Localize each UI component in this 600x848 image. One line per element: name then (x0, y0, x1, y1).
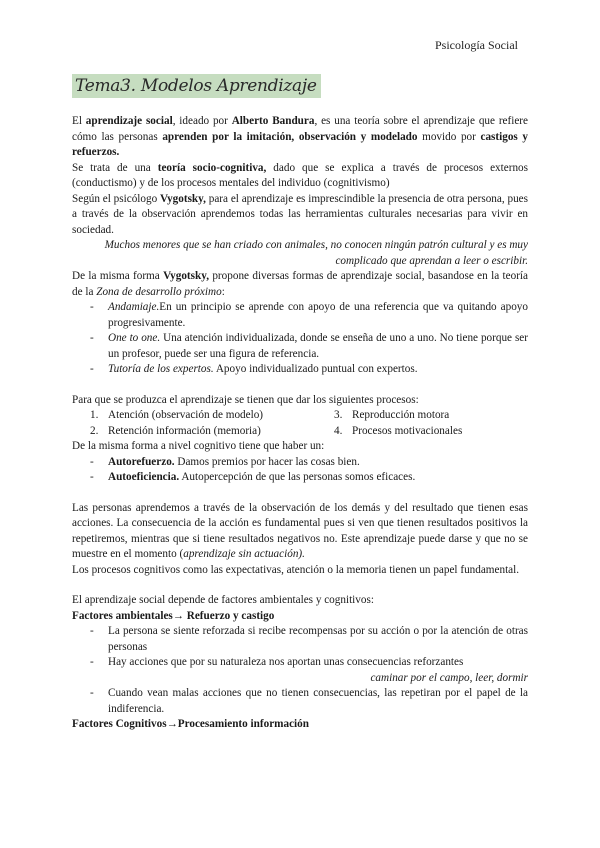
list-item: 1. Atención (observación de modelo) (90, 409, 264, 421)
paragraph-social-learning: El aprendizaje social, ideado por Alberto Bandura, es una teoría sobre el aprendizaje que refiere cómo las personas aprenden por la imitación, observación y modelado movido por castigos y refuerzos. (72, 115, 528, 158)
env-factors-list (72, 624, 528, 671)
env-factors-heading: Factores ambientales→ Refuerzo y castigo (72, 609, 275, 622)
list-item: 4. Procesos motivacionales (334, 424, 463, 437)
list-item: - Andamiaje.En un principio se aprende con apoyo de una referencia que va quitando apoyo progresivamente. (90, 300, 528, 331)
processes-list (72, 408, 528, 439)
title-highlight (72, 74, 321, 98)
paragraph-observation: Las personas aprendemos a través de la observación de los demás y del resultado que tienen esas acciones. La consecuencia de la acción es fundamental pues si ven que tienen resultados positivos la repetiremos, mientras que si tiene resultados negativos no. Este aprendizaje puede darse y que no se muestre en el momento (aprendizaje sin actuación). (72, 501, 528, 560)
list-item: - La persona se siente reforzada si recibe recompensas por su acción o por la atención de otras personas (90, 624, 528, 655)
cog-factors-heading: Factores Cognitivos→Procesamiento información (72, 718, 309, 730)
paragraph-vygotsky: Según el psicólogo Vygotsky, para el aprendizaje es imprescindible la presencia de otra persona, pues a través de la observación aprendemos todas las herramientas culturales necesarias para vivir en sociedad. (72, 192, 528, 236)
processes-intro: Para que se produzca el aprendizaje se tienen que dar los siguientes procesos: (72, 393, 419, 406)
list-item: - Tutoría de los expertos. Apoyo individualizado puntual con expertos. (90, 362, 528, 378)
paragraph-zdp: De la misma forma Vygotsky, propone diversas formas de aprendizaje social, basandose en la teoría de la Zona de desarrollo próximo: (72, 270, 528, 298)
list-item: - Autoeficiencia. Autopercepción de que las personas somos eficaces. (90, 470, 528, 486)
document-body (72, 114, 528, 733)
list-item: 2. Retención información (memoria) (90, 424, 261, 437)
page-title: Tema3. Modelos Aprendizaje (75, 76, 317, 96)
list-item: 3. Reproducción motora (334, 409, 450, 421)
paragraph-socio-cognitive: Se trata de una teoría socio-cognitiva, dado que se explica a través de procesos externos (conductismo) y de los procesos mentales del individuo (cognitivismo) (72, 161, 528, 189)
list-item: - Cuando vean malas acciones que no tienen consecuencias, las repetiran por el papel de la indiferencia. (90, 686, 528, 717)
list-item: - Hay acciones que por su naturaleza nos aportan unas consecuencias reforzantes (90, 655, 528, 671)
env-factors-list-cont (72, 686, 528, 717)
header-subject: Psicología Social (435, 38, 518, 52)
cognitive-list (72, 455, 528, 486)
env-example: caminar por el campo, leer, dormir (370, 671, 528, 684)
zdp-list (72, 300, 528, 378)
list-item: - One to one. Una atención individualizada, donde se enseña de uno a uno. No tiene porque ser un profesor, puede ser una figura de referencia. (90, 331, 528, 362)
factors-intro: El aprendizaje social depende de factores ambientales y cognitivos: (72, 594, 374, 606)
quote-example: Muchos menores que se han criado con animales, no conocen ningún patrón cultural y es muy complicado que aprendan a leer o escribir. (104, 239, 528, 267)
paragraph-cognitive-processes: Los procesos cognitivos como las expectativas, atención o la memoria tienen un papel fundamental. (72, 563, 520, 576)
list-item: - Autorefuerzo. Damos premios por hacer las cosas bien. (90, 455, 528, 471)
cognitive-intro: De la misma forma a nivel cognitivo tiene que haber un: (72, 440, 325, 452)
